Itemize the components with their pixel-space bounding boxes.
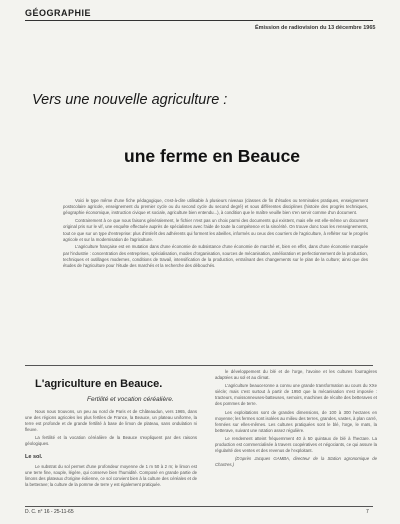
article-kicker: Vers une nouvelle agriculture : <box>32 92 228 108</box>
article-title: une ferme en Beauce <box>124 146 301 166</box>
footer-rule <box>25 506 373 507</box>
body-paragraph: Le substrat du sol permet d'une profondeur moyenne de 1 m 50 à 2 m; le limon est une terre fine, souple, légère, qui conserve bien l'humidité. Composé en grande partie de limons des plateaux d'origine éolienne, ce sol convient bien à la culture des céréales et de la betterave; la culture de la pomme de terre y est également pratiquée. <box>25 463 197 487</box>
section-subheading: Fertilité et vocation céréalière. <box>87 396 174 403</box>
soil-heading: Le sol. <box>25 453 43 460</box>
intro-paragraph: L'agriculture française est en mutation dans d'une économie de subsistance d'une économie de marché et, bien en effet, dans d'une économie marquée par l'industrie : concentration des entreprises, spécialisation, modes d'organisation, sources de mécanisation, amélioration et perfectionnement de la production, techniques et outillages modernes, conditions de travail, intensification de la production, entraînant des changements sur le plan de la culture; ainsi que des études de l'agriculture pour l'étude des marchés et la recherche des débouchés. <box>63 244 368 269</box>
source-credit: (D'après Jacques GAMBA, directeur de la Station agronomique de Chartres.) <box>215 456 377 468</box>
intro-text <box>63 198 368 271</box>
footer-reference: D. C. n° 16 - 25-11-65 <box>25 509 74 515</box>
header-rule <box>25 20 373 21</box>
left-column <box>25 378 197 490</box>
section-label: GÉOGRAPHIE <box>25 8 92 18</box>
page-number: 7 <box>366 509 369 515</box>
section-rule <box>25 365 373 366</box>
section-heading: L'agriculture en Beauce. <box>35 378 163 390</box>
body-paragraph: le développement du blé et de l'orge, l'avoine et les cultures fourragères adaptées au sol et au climat. <box>215 369 377 381</box>
body-paragraph: L'agriculture beauceronne a connu une grande transformation au cours du XXe siècle; mais c'est surtout à partir de 1950 que la mécanisation s'est imposée : tracteurs, moissonneuses-batteuses, semoirs, machines de récolte des betteraves et des pommes de terre. <box>215 383 377 407</box>
body-paragraph: Le rendement atteint fréquemment 40 à 50 quintaux de blé à l'hectare. La production est commercialisée à travers coopératives et négociants, ce qui assure la régularité des ventes et des revenus de l'exploitant. <box>215 435 377 454</box>
body-paragraph: La fertilité et la vocation céréalière de la Beauce s'expliquent par des raisons géologiques. <box>25 435 197 447</box>
intro-paragraph: Voici le type même d'une fiche pédagogique, c'est-à-dire utilisable à plusieurs niveaux (classes de fin d'études ou terminales pratiques, enseignement postscolaire agricole, enseignement du premier cycle ou du second cycle du second degré) et sous différentes disciplines (histoire des progrès techniques, géographie économique, instruction civique et sociale, agriculture bien entendu...), à condition que le maître veuille bien s'en servir comme d'un document. <box>63 198 368 216</box>
right-column <box>215 369 377 470</box>
broadcast-date: Émission de radiovision du 13 décembre 1965 <box>255 25 376 31</box>
body-paragraph: Nous nous trouvons, un peu au nord de Paris et de Châteaudun, vers 1965, dans une des régions agricoles les plus fertiles de France, la Beauce, un plateau uniforme, la terre est profonde et de grande fertilité à base de limon de plateau, sans ondulation ni fleuve. <box>25 409 197 433</box>
intro-paragraph: Contrairement à ce que nous faisons généralement, le fichier n'est pas un choix parmi des documents qui existent, mais elle est elle-même un document original pris sur le vif, une enquête effectuée auprès de spécialistes avec l'aide de toute la compétence et la sincérité. On trouve donc tous les renseignements, tout ce que sur un type d'entreprise: plus d'intérêt des adhérents qui forment les abeilles, informés ou ceux des courriers de l'agriculture, à refléter sur le progrès agricole et sur la modernisation de l'agriculture. <box>63 218 368 242</box>
body-paragraph: Les exploitations sont de grandes dimensions, de 100 à 300 hectares en moyenne; les fermes sont isolées au milieu des terres, grandes, vastes, à plan carré, fermées sur elles-mêmes. Les cultures pratiquées sont le blé, l'orge, le maïs, la betterave, suivant une rotation assez régulière. <box>215 409 377 433</box>
